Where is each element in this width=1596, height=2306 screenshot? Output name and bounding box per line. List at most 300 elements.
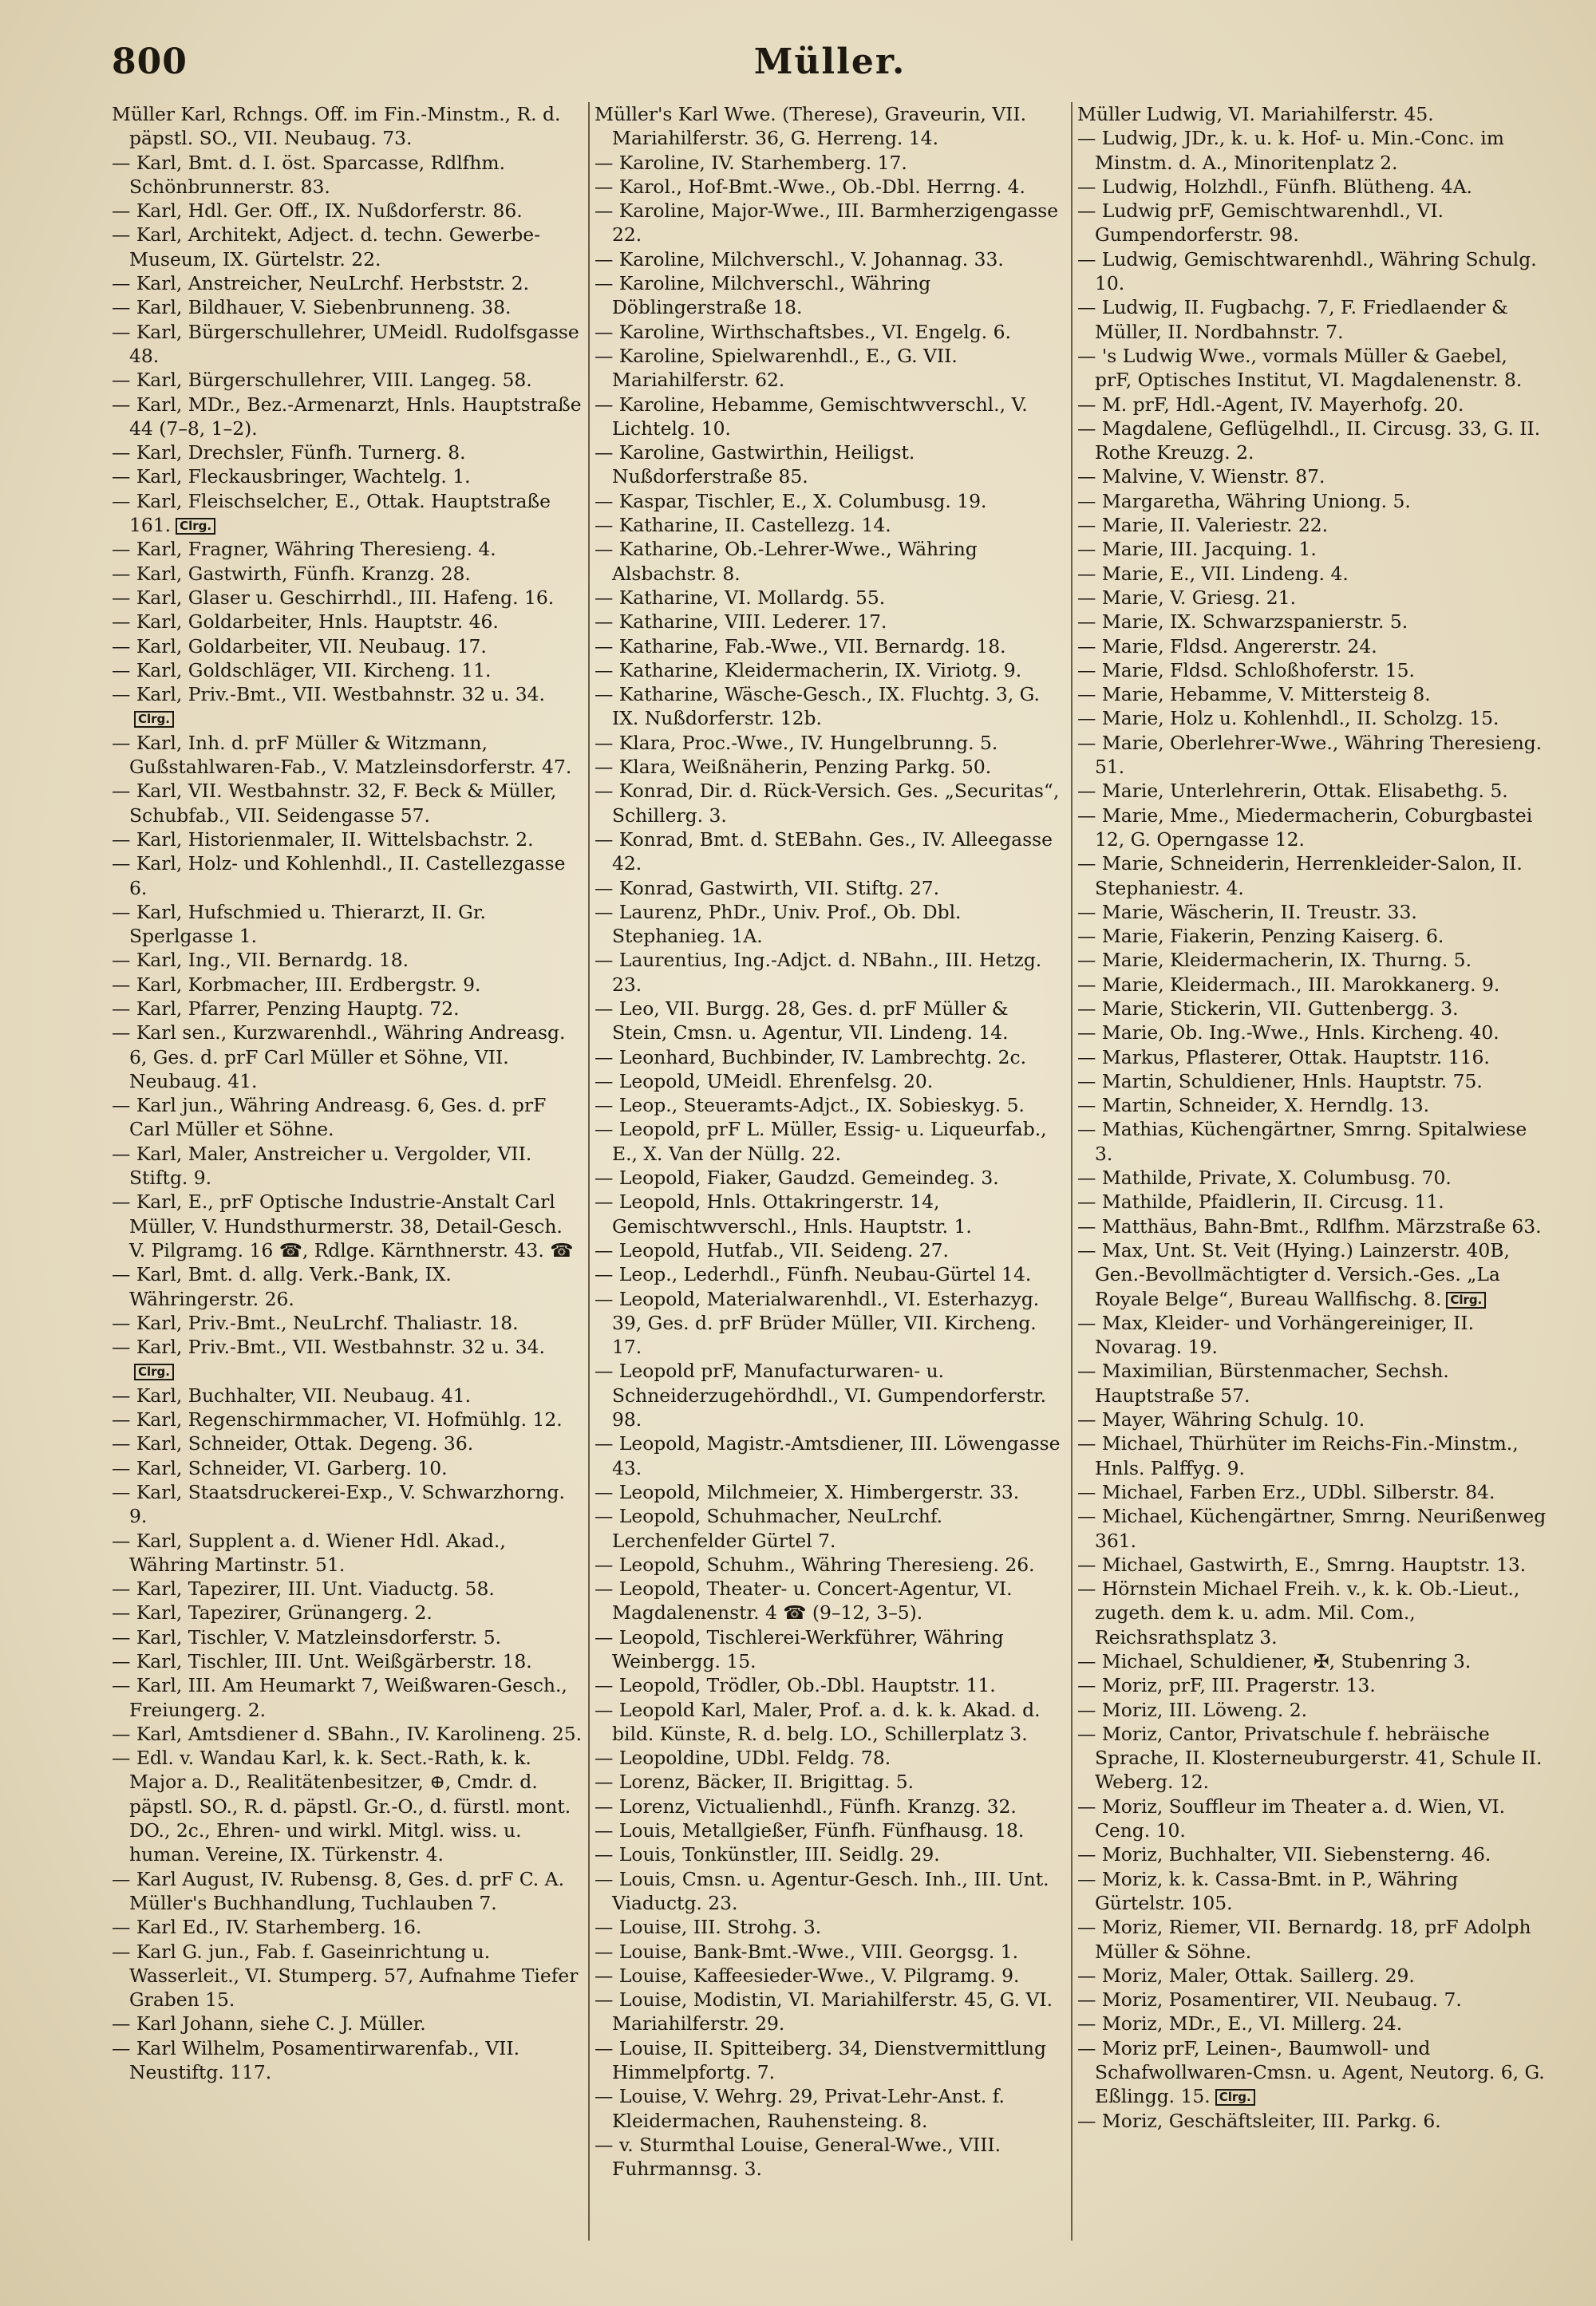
directory-entry [595,1262,1065,1286]
entry-text: — Karl G. jun., Fab. f. Gaseinrichtung u. Wasserleit., VI. Stumperg. 57, Aufnahme Tiefer Graben 15. [112,1940,579,2012]
entry-text: — Karl, Tischler, V. Matzleinsdorferstr. 5. [112,1625,502,1649]
entry-text: — Karl, Fragner, Währing Theresieng. 4. [112,538,496,561]
entry-text: — Karol., Hof-Bmt.-Wwe., Ob.-Dbl. Herrng. 4. [595,175,1025,198]
directory-entry [595,1045,1065,1069]
directory-entry [1077,1649,1548,1673]
directory-entry [112,151,583,199]
directory-entry [112,1649,583,1673]
directory-entry [112,658,583,682]
entry-text: — Mathias, Küchengärtner, Smrng. Spitalwiese 3. [1077,1118,1527,1165]
entry-text: — Max, Kleider- und Vorhängereiniger, II. Novarag. 19. [1077,1311,1475,1359]
entry-text: — Leopold, Hnls. Ottakringerstr. 14, Gemischtwverschl., Hnls. Hauptstr. 1. [595,1191,972,1238]
directory-entry [1077,1722,1548,1795]
page-header [112,41,1548,97]
entry-text: — Matthäus, Bahn-Bmt., Rdlfhm. Märzstraße 63. [1077,1214,1542,1238]
entry-text: — Karl, Regenschirmmacher, VI. Hofmühlg. 12. [112,1408,563,1431]
column-1 [112,102,583,2257]
directory-entry [1077,417,1548,465]
entry-text: — Konrad, Dir. d. Rück-Versich. Ges. „Securitas“, Schillerg. 3. [595,780,1060,827]
entry-text: — Lorenz, Bäcker, II. Brigittag. 5. [595,1771,915,1794]
directory-entry [112,997,583,1021]
directory-entry [595,1964,1065,1988]
directory-entry [112,779,583,827]
entry-text: — Karl, Schneider, VI. Garberg. 10. [112,1456,448,1479]
directory-entry [1077,1795,1548,1843]
directory-entry [595,1770,1065,1794]
entry-text: — Marie, Wäscherin, II. Treustr. 33. [1077,900,1417,923]
directory-entry [1077,2109,1548,2133]
directory-entry [1077,1915,1548,1964]
directory-entry [112,1384,583,1408]
entry-text: — Karoline, Spielwarenhdl., E., G. VII. Mariahilferstr. 62. [595,344,958,392]
entry-text: — Ludwig prF, Gemischtwarenhdl., VI. Gumpendorferstr. 98. [1077,199,1444,247]
entry-text: — Karl, Priv.-Bmt., VII. Westbahnstr. 32 u. 34. [112,1336,545,1359]
entry-text: — Karl jun., Währing Andreasg. 6, Ges. d. prF Carl Müller et Söhne. [112,1094,547,1141]
directory-entry [595,1867,1065,1916]
directory-entry [112,464,583,488]
directory-entry [595,610,1065,634]
directory-entry [595,1117,1065,1166]
directory-entry [595,1287,1065,1360]
clrg-badge: Clrg. [134,1364,174,1380]
entry-text: — Kaspar, Tischler, E., X. Columbusg. 19. [595,489,987,512]
directory-entry [595,634,1065,658]
entry-text: — Margaretha, Währing Uniong. 5. [1077,489,1411,512]
entry-text: — Karl, Bildhauer, V. Siebenbrunneng. 38. [112,296,512,319]
directory-entry [112,1311,583,1335]
entry-text: — Laurentius, Ing.-Adjct. d. NBahn., III. Hetzg. 23. [595,949,1042,996]
directory-entry [112,634,583,658]
entry-text: — Karl August, IV. Rubensg. 8, Ges. d. prF C. A. Müller's Buchhandlung, Tuchlauben 7. [112,1867,565,1914]
directory-entry [112,1940,583,2012]
entry-text: — Leop., Lederhdl., Fünfh. Neubau-Gürtel 14. [595,1263,1032,1286]
entry-text: — Katharine, Fab.-Wwe., VII. Bernardg. 18. [595,634,1006,657]
directory-entry [1077,1964,1548,1988]
entry-text: — Leopold, Materialwarenhdl., VI. Esterhazyg. 39, Ges. d. prF Brüder Müller, VII. Kircheng. 17. [595,1287,1040,1359]
entry-text: — Karl, E., prF Optische Industrie-Anstalt Carl Müller, V. Hundsthurmerstr. 38, Detail-Gesch. V. Pilgramg. 16 ☎, Rdlge. Kärnthnerstr. 43. ☎ [112,1191,574,1262]
directory-entry [1077,1093,1548,1117]
directory-entry [112,610,583,634]
directory-entry [112,1577,583,1601]
directory-entry [1077,344,1548,393]
directory-entry [112,1480,583,1529]
directory-entry [595,1795,1065,1818]
directory-entry [595,320,1065,344]
entry-text: — Karl, Goldarbeiter, Hnls. Hauptstr. 46. [112,610,499,634]
directory-entry [595,658,1065,682]
entry-text: — Karoline, Milchverschl., V. Johannag. 33. [595,247,1004,270]
directory-entry [112,2012,583,2036]
entry-text: — Karl, Anstreicher, NeuLrchf. Herbststr. 2. [112,272,530,295]
clrg-badge: Clrg. [176,518,215,535]
entry-text: — Katharine, Kleidermacherin, IX. Viriotg. 9. [595,658,1022,681]
directory-entry [1077,102,1548,126]
directory-entry [112,1431,583,1455]
directory-entry [1077,779,1548,803]
directory-entry [595,2036,1065,2085]
entry-text: — Karl, Korbmacher, III. Erdbergstr. 9. [112,973,481,996]
directory-entry [1077,682,1548,706]
directory-entry [1077,1214,1548,1238]
directory-entry [1077,2012,1548,2036]
directory-entry [112,900,583,949]
entry-text: — Maximilian, Bürstenmacher, Sechsh. Hauptstraße 57. [1077,1360,1449,1407]
entry-text: — Marie, Stickerin, VII. Guttenbergg. 3. [1077,997,1459,1020]
entry-text: — Leo, VII. Burgg. 28, Ges. d. prF Müller & Stein, Cmsn. u. Agentur, VII. Lindeng. 14. [595,997,1009,1044]
entry-text: — Markus, Pflasterer, Ottak. Hauptstr. 116. [1077,1045,1490,1068]
entry-text: — Karl, Ing., VII. Bernardg. 18. [112,949,409,972]
directory-entry [595,1673,1065,1697]
entry-text: — Moriz, Buchhalter, VII. Siebensterng. 46. [1077,1843,1491,1866]
directory-entry [595,755,1065,779]
directory-entry [1077,948,1548,972]
directory-entry [112,1142,583,1191]
directory-entry [1077,1238,1548,1311]
entry-text: — Karl, Goldarbeiter, VII. Neubaug. 17. [112,634,487,657]
column-3 [1077,102,1548,2257]
directory-entry [1077,924,1548,948]
entry-text: — Michael, Küchengärtner, Smrng. Neurißenweg 361. [1077,1505,1547,1552]
entry-text: — Edl. v. Wandau Karl, k. k. Sect.-Rath, k. k. Major a. D., Realitätenbesitzer, ⊕, Cmdr. d. päpstl. SO., R. d. päpstl. Gr.-O., d. fürstl. mont. DO., 2c., Ehren- und wirkl. Mitgl. wiss. u. human. Vereine, IX. Türkenstr. 4. [112,1747,571,1866]
directory-entry [595,1504,1065,1553]
entry-text: — Moriz, prF, III. Pragerstr. 13. [1077,1674,1376,1697]
entry-text: — Martin, Schuldiener, Hnls. Hauptstr. 75. [1077,1069,1483,1092]
directory-entry [595,393,1065,441]
directory-entry [1077,731,1548,780]
directory-entry [1077,900,1548,924]
directory-entry [112,393,583,441]
entry-text: — Konrad, Gastwirth, VII. Stiftg. 27. [595,876,940,899]
clrg-badge: Clrg. [1215,2089,1255,2106]
entry-text: — Michael, Gastwirth, E., Smrng. Hauptstr. 13. [1077,1553,1527,1576]
entry-text: — Karl, Hdl. Ger. Off., IX. Nußdorferstr. 86. [112,199,523,223]
directory-entry [595,513,1065,537]
entry-text: — Konrad, Bmt. d. StEBahn. Ges., IV. Alleegasse 42. [595,827,1053,875]
directory-entry [595,2084,1065,2133]
entry-text: — Karl Johann, siehe C. J. Müller. [112,2012,426,2036]
directory-entry [1077,610,1548,634]
directory-entry [595,731,1065,755]
directory-entry [112,320,583,369]
entry-text: — Leopold, prF L. Müller, Essig- u. Liqueurfab., E., X. Van der Nüllg. 22. [595,1118,1047,1165]
directory-entry [595,1988,1065,2036]
entry-text: Müller's Karl Wwe. (Therese), Graveurin, VII. Mariahilferstr. 36, G. Herreng. 14. [595,103,1026,150]
entry-text: — Leopold, Fiaker, Gaudzd. Gemeindeg. 3. [595,1167,999,1190]
entry-text: — Klara, Proc.-Wwe., IV. Hungelbrunng. 5. [595,731,998,754]
entry-text: — Karl, MDr., Bez.-Armenarzt, Hnls. Hauptstraße 44 (7–8, 1–2). [112,393,582,440]
entry-text: — Karl, Supplent a. d. Wiener Hdl. Akad., Währing Martinstr. 51. [112,1529,506,1576]
directory-entry [595,344,1065,393]
entry-text: — Karl, Bmt. d. allg. Verk.-Bank, IX. Währingerstr. 26. [112,1263,452,1310]
entry-text: — Leopold Karl, Maler, Prof. a. d. k. k. Akad. d. bild. Künste, R. d. belg. LO., Schillerplatz 3. [595,1698,1041,1745]
entry-text: — Marie, V. Griesg. 21. [1077,586,1297,609]
directory-entry [595,682,1065,731]
entry-text: — Karl, Gastwirth, Fünfh. Kranzg. 28. [112,562,471,585]
entry-text: — Marie, Fiakerin, Penzing Kaiserg. 6. [1077,925,1444,948]
entry-text: — Karl, Priv.-Bmt., NeuLrchf. Thaliastr. 18. [112,1311,519,1334]
directory-entry [1077,1698,1548,1722]
entry-text: Müller Ludwig, VI. Mariahilferstr. 45. [1077,103,1434,125]
directory-entry [595,1069,1065,1093]
directory-entry [112,948,583,972]
entry-text: — Karl, Holz- und Kohlenhdl., II. Castellezgasse 6. [112,852,566,899]
directory-entry [1077,175,1548,199]
directory-entry [112,1746,583,1866]
entry-text: — Hörnstein Michael Freih. v., k. k. Ob.-Lieut., zugeth. dem k. u. adm. Mil. Com., Reichsrathsplatz 3. [1077,1577,1520,1649]
directory-entry [595,271,1065,320]
entry-text: — Karl sen., Kurzwarenhdl., Währing Andreasg. 6, Ges. d. prF Carl Müller et Söhne, VII. Neubaug. 41. [112,1021,566,1092]
directory-entry [595,1359,1065,1431]
entry-text: — Laurenz, PhDr., Univ. Prof., Ob. Dbl. Stephanieg. 1A. [595,900,962,948]
entry-text: — 's Ludwig Wwe., vormals Müller & Gaebel, prF, Optisches Institut, VI. Magdalenenstr. 8. [1077,344,1523,392]
entry-text: — Karoline, Wirthschaftsbes., VI. Engelg. 6. [595,320,1011,343]
entry-text: — Moriz, Geschäftsleiter, III. Parkg. 6. [1077,2109,1441,2132]
entry-text: — Michael, Schuldiener, ✠, Stubenring 3. [1077,1650,1472,1672]
directory-entry [1077,199,1548,247]
entry-text: — Marie, Hebamme, V. Mittersteig 8. [1077,683,1431,706]
directory-entry [1077,1577,1548,1649]
directory-entry [112,199,583,223]
entry-text: — Karl, Pfarrer, Penzing Hauptg. 72. [112,997,460,1020]
entry-text: — Marie, Fldsd. Angererstr. 24. [1077,634,1377,657]
directory-entry [112,586,583,610]
directory-entry [595,827,1065,876]
directory-entry [112,1867,583,1916]
entry-text: — Karl, Priv.-Bmt., VII. Westbahnstr. 32 u. 34. [112,683,545,706]
entry-text: — Louise, Kaffeesieder-Wwe., V. Pilgramg. 9. [595,1964,1020,1987]
entry-text: — Leopold prF, Manufacturwaren- u. Schneiderzugehördhdl., VI. Gumpendorferstr. 98. [595,1360,1047,1431]
entry-text: — Marie, Unterlehrerin, Ottak. Elisabethg. 5. [1077,780,1508,803]
entry-text: — Karl, Bürgerschullehrer, UMeidl. Rudolfsgasse 48. [112,320,579,367]
directory-entry [1077,851,1548,900]
directory-entry [112,1601,583,1625]
entry-text: — Max, Unt. St. Veit (Hying.) Lainzerstr. 40B, Gen.-Bevollmächtigter d. Versich.-Ges. „La Royale Belge“, Bureau Wallfischg. 8. [1077,1238,1510,1310]
directory-entry [1077,973,1548,997]
entry-text: — Karl, Hufschmied u. Thierarzt, II. Gr. Sperlgasse 1. [112,900,486,948]
directory-entry [595,1093,1065,1117]
entry-text: — Leop., Steueramts-Adjct., IX. Sobieskyg. 5. [595,1094,1025,1117]
directory-entry [112,1625,583,1649]
entry-text: — Moriz, Maler, Ottak. Saillerg. 29. [1077,1964,1415,1987]
entry-text: — Louise, III. Strohg. 3. [595,1916,822,1939]
entry-text: — Karoline, Gastwirthin, Heiligst. Nußdorferstraße 85. [595,441,915,488]
directory-entry [112,271,583,295]
directory-entry [1077,1673,1548,1697]
entry-text: — Louis, Tonkünstler, III. Seidlg. 29. [595,1843,940,1866]
directory-entry [595,1166,1065,1190]
entry-text: — Karl, Inh. d. prF Müller & Witzmann, Gußstahlwaren-Fab., V. Matzleinsdorferstr. 47. [112,731,572,779]
clrg-badge: Clrg. [134,711,174,728]
directory-entry [1077,126,1548,175]
entry-text: Müller Karl, Rchngs. Off. im Fin.-Minstm., R. d. päpstl. SO., VII. Neubaug. 73. [112,103,561,150]
entry-text: — Moriz, Posamentirer, VII. Neubaug. 7. [1077,1988,1462,2012]
directory-entry [595,1915,1065,1939]
entry-text: — Karoline, Major-Wwe., III. Barmherzigengasse 22. [595,199,1059,247]
directory-entry [595,586,1065,610]
directory-entry [1077,1867,1548,1916]
entry-text: — Leopold, Trödler, Ob.-Dbl. Hauptstr. 11. [595,1674,996,1697]
entry-text: — Marie, Schneiderin, Herrenkleider-Salon, II. Stephaniestr. 4. [1077,852,1523,899]
entry-text: — Louis, Cmsn. u. Agentur-Gesch. Inh., III. Unt. Viaductg. 23. [595,1867,1049,1914]
entry-text: — Marie, II. Valeriestr. 22. [1077,514,1329,537]
entry-text: — Louise, II. Spitteiberg. 34, Dienstvermittlung Himmelpfortg. 7. [595,2036,1046,2084]
directory-entry [595,1480,1065,1504]
entry-text: — Malvine, V. Wienstr. 87. [1077,465,1325,488]
entry-text: — Karl, Fleckausbringer, Wachtelg. 1. [112,465,471,488]
entry-text: — Karoline, Hebamme, Gemischtwverschl., V. Lichtelg. 10. [595,393,1028,440]
column-2 [595,102,1065,2257]
entry-text: — Karl, Architekt, Adject. d. techn. Gewerbe-Museum, IX. Gürtelstr. 22. [112,223,540,270]
entry-text: — Karl, Bmt. d. I. öst. Sparcasse, Rdlfhm. Schönbrunnerstr. 83. [112,151,506,198]
entry-text: — Karl, Historienmaler, II. Wittelsbachstr. 2. [112,827,534,851]
directory-entry [112,1456,583,1480]
entry-text: — Moriz, III. Löweng. 2. [1077,1698,1308,1721]
directory-entry [112,440,583,464]
directory-entry [595,948,1065,997]
entry-text: — Karl, Drechsler, Fünfh. Turnerg. 8. [112,441,466,464]
entry-text: — Leopoldine, UDbl. Feldg. 78. [595,1747,891,1770]
entry-text: — Karl, Glaser u. Geschirrhdl., III. Hafeng. 16. [112,586,555,609]
entry-text: — Ludwig, Holzhdl., Fünfh. Blütheng. 4A. [1077,175,1472,198]
entry-text: — Michael, Thürhüter im Reichs-Fin.-Minstm., Hnls. Palffyg. 9. [1077,1432,1519,1479]
directory-entry [112,973,583,997]
entry-text: — Leopold, Schuhmacher, NeuLrchf. Lerchenfelder Gürtel 7. [595,1505,943,1552]
directory-entry [595,1577,1065,1625]
directory-entry [595,1238,1065,1262]
directory-entry [1077,393,1548,417]
directory-entry [112,489,583,538]
directory-entry [1077,1359,1548,1408]
directory-entry [112,537,583,561]
entry-text: — Leopold, Magistr.-Amtsdiener, III. Löwengasse 43. [595,1432,1061,1479]
entry-text: — Marie, Holz u. Kohlenhdl., II. Scholzg. 15. [1077,707,1499,730]
directory-entry [1077,1988,1548,2012]
entry-text: — Karl, III. Am Heumarkt 7, Weißwaren-Gesch., Freiungerg. 2. [112,1674,567,1721]
entry-text: — Mathilde, Pfaidlerin, II. Circusg. 11. [1077,1191,1444,1214]
entry-text: — M. prF, Hdl.-Agent, IV. Mayerhofg. 20. [1077,393,1464,416]
directory-entry [595,1553,1065,1577]
clrg-badge: Clrg. [1446,1292,1486,1309]
entry-text: — Marie, Oberlehrer-Wwe., Währing Theresieng. 51. [1077,731,1543,779]
entry-text: — Mayer, Währing Schulg. 10. [1077,1408,1365,1431]
entry-text: — Karl, Tischler, III. Unt. Weißgärberstr. 18. [112,1650,532,1672]
entry-text: — Marie, Fldsd. Schloßhoferstr. 15. [1077,658,1415,681]
directory-entry [1077,804,1548,852]
directory-entry [1077,1553,1548,1577]
entry-text: — Marie, III. Jacquing. 1. [1077,538,1317,561]
entry-text: — Moriz, MDr., E., VI. Millerg. 24. [1077,2012,1403,2036]
entry-text: — Moriz, k. k. Cassa-Bmt. in P., Währing Gürtelstr. 105. [1077,1867,1459,1914]
directory-entry [1077,537,1548,561]
directory-entry [1077,489,1548,513]
directory-entry [595,779,1065,827]
directory-entry [595,1842,1065,1866]
directory-entry [112,1190,583,1262]
entry-text: — Lorenz, Victualienhdl., Fünfh. Kranzg. 32. [595,1795,1017,1818]
directory-entry [112,731,583,780]
directory-entry [595,2133,1065,2182]
directory-entry [112,295,583,319]
directory-entry [1077,1117,1548,1166]
directory-entry [595,1625,1065,1674]
entry-text: — Leopold, Milchmeier, X. Himbergerstr. 33. [595,1480,1020,1503]
entry-text: — Marie, IX. Schwarzspanierstr. 5. [1077,610,1408,634]
directory-entry [595,1940,1065,1964]
entry-text: — Leonhard, Buchbinder, IV. Lambrechtg. 2c. [595,1045,1027,1068]
directory-entry [112,682,583,731]
entry-text: — Louise, V. Wehrg. 29, Privat-Lehr-Anst. f. Kleidermachen, Rauhensteing. 8. [595,2085,1005,2132]
entry-text: — Leopold, Tischlerei-Werkführer, Währing Weinbergg. 15. [595,1625,1004,1672]
directory-entry [595,876,1065,900]
entry-text: — Karl, Buchhalter, VII. Neubaug. 41. [112,1384,472,1407]
directory-entry [595,247,1065,271]
entry-text: — Ludwig, II. Fugbachg. 7, F. Friedlaender & Müller, II. Nordbahnstr. 7. [1077,296,1508,343]
page-number: 800 [112,41,188,82]
directory-entry [595,537,1065,586]
directory-entry [1077,247,1548,296]
directory-entry [595,900,1065,949]
entry-text: — Marie, Kleidermacherin, IX. Thurng. 5. [1077,949,1472,972]
directory-entry [595,1818,1065,1842]
directory-entry [112,1529,583,1577]
entry-text: — Karl Wilhelm, Posamentirwarenfab., VII. Neustiftg. 117. [112,2036,520,2084]
directory-entry [595,1698,1065,1747]
entry-text: — Karl, Bürgerschullehrer, VIII. Langeg. 58. [112,369,532,392]
entry-text: — v. Sturmthal Louise, General-Wwe., VIII. Fuhrmannsg. 3. [595,2133,1001,2181]
entry-text: — Louis, Metallgießer, Fünfh. Fünfhausg. 18. [595,1819,1025,1842]
directory-entry [595,1746,1065,1770]
directory-entry [595,997,1065,1045]
column-divider [588,102,590,2241]
directory-entry [112,1093,583,1142]
entry-text: — Klara, Weißnäherin, Penzing Parkg. 50. [595,756,992,779]
directory-entry [1077,2036,1548,2109]
directory-entry [1077,513,1548,537]
directory-entry [1077,1408,1548,1431]
entry-text: — Karl, VII. Westbahnstr. 32, F. Beck & Müller, Schubfab., VII. Seidengasse 57. [112,780,557,827]
directory-entry [1077,464,1548,488]
entry-text: — Karoline, IV. Starhemberg. 17. [595,151,907,174]
entry-text: — Katharine, Wäsche-Gesch., IX. Fluchtg. 3, G. IX. Nußdorferstr. 12b. [595,683,1040,730]
entry-text: — Marie, E., VII. Lindeng. 4. [1077,562,1349,585]
entry-text: — Karl, Goldschläger, VII. Kircheng. 11. [112,658,492,681]
entry-text: — Karl, Tapezirer, Grünangerg. 2. [112,1601,433,1625]
entry-text: — Leopold, UMeidl. Ehrenfelsg. 20. [595,1069,934,1092]
entry-text: — Leopold, Hutfab., VII. Seideng. 27. [595,1238,949,1262]
directory-entry [1077,1190,1548,1214]
directory-columns [112,102,1548,2257]
entry-text: — Louise, Bank-Bmt.-Wwe., VIII. Georgsg. 1. [595,1940,1019,1963]
entry-text: — Katharine, Ob.-Lehrer-Wwe., Währing Alsbachstr. 8. [595,538,978,585]
entry-text: — Louise, Modistin, VI. Mariahilferstr. 45, G. VI. Mariahilferstr. 29. [595,1988,1053,2036]
running-head: Müller. [753,41,907,82]
entry-text: — Karoline, Milchverschl., Währing Döblingerstraße 18. [595,272,931,319]
entry-text: — Ludwig, JDr., k. u. k. Hof- u. Min.-Conc. im Minstm. d. A., Minoritenplatz 2. [1077,127,1504,174]
directory-entry [595,151,1065,175]
directory-entry [595,175,1065,199]
entry-text: — Katharine, VIII. Lederer. 17. [595,610,887,634]
entry-text: — Katharine, VI. Mollardg. 55. [595,586,886,609]
directory-entry [1077,1480,1548,1504]
entry-text: — Katharine, II. Castellezg. 14. [595,514,891,537]
directory-entry [112,1408,583,1431]
entry-text: — Karl, Staatsdruckerei-Exp., V. Schwarzhorng. 9. [112,1480,565,1528]
directory-entry [112,851,583,900]
entry-text: — Magdalene, Geflügelhdl., II. Circusg. 33, G. II. Rothe Kreuzg. 2. [1077,417,1541,464]
entry-text: — Moriz, Souffleur im Theater a. d. Wien, VI. Ceng. 10. [1077,1795,1506,1842]
directory-entry [595,440,1065,489]
directory-entry [1077,1311,1548,1360]
